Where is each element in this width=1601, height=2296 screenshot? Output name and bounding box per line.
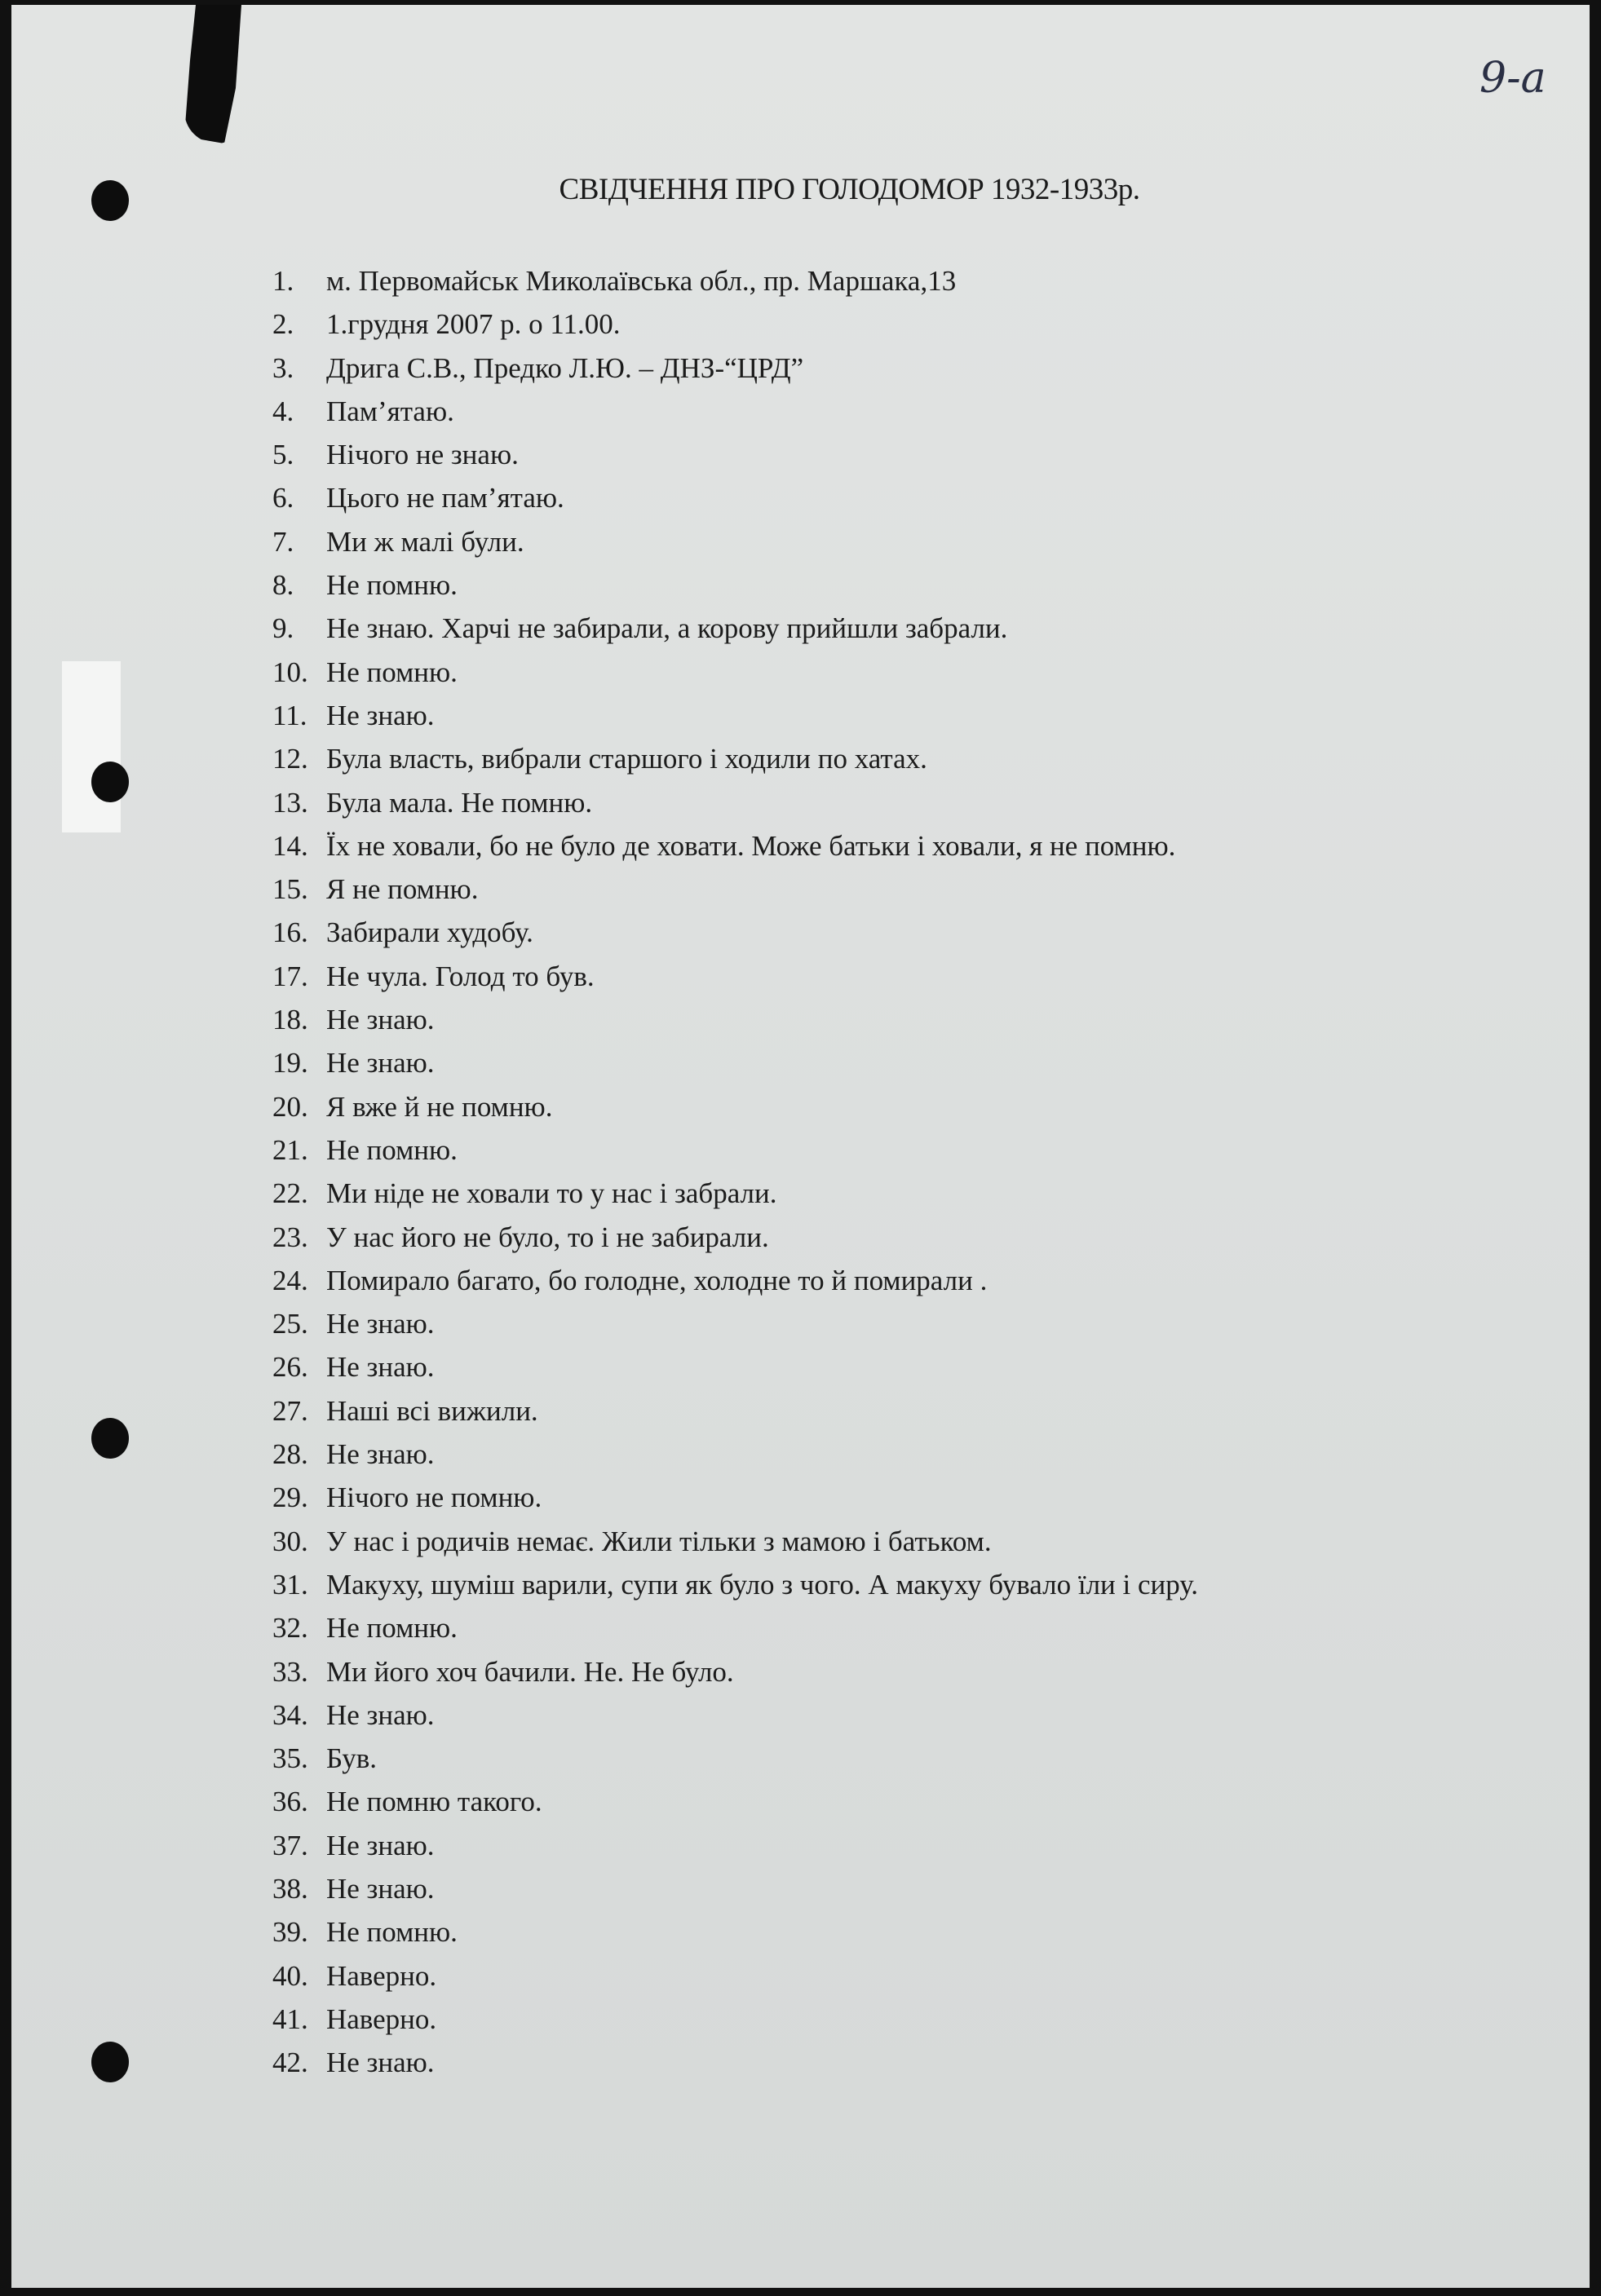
- item-number: 8.: [272, 569, 294, 602]
- item-text: Нічого не знаю.: [326, 439, 519, 471]
- list-item: [272, 476, 1496, 519]
- item-text: Не знаю.: [326, 699, 435, 731]
- item-text: Була мала. Не помню.: [326, 786, 593, 819]
- item-number: 2.: [272, 308, 294, 341]
- item-number: 42.: [272, 2047, 308, 2079]
- item-number: 40.: [272, 1959, 308, 1992]
- list-item: [272, 1259, 1496, 1302]
- list-item: [272, 1128, 1496, 1172]
- list-item: [272, 433, 1496, 476]
- item-text: Не знаю.: [326, 1872, 435, 1905]
- document-title: СВІДЧЕННЯ ПРО ГОЛОДОМОР 1932-1933р.: [559, 173, 1140, 206]
- list-item: [272, 1345, 1496, 1389]
- item-text: Цього не пам’ятаю.: [326, 482, 564, 514]
- list-item: [272, 390, 1496, 433]
- item-number: 33.: [272, 1655, 308, 1688]
- item-number: 17.: [272, 960, 308, 992]
- item-text: м. Первомайськ Миколаївська обл., пр. Маршака,13: [326, 265, 957, 297]
- item-number: 36.: [272, 1786, 308, 1818]
- list-item: [272, 1910, 1496, 1954]
- item-text: Забирали худобу.: [326, 916, 533, 949]
- list-item: [272, 1085, 1496, 1128]
- item-text: Наверно.: [326, 1959, 437, 1992]
- list-item: [272, 1824, 1496, 1867]
- list-item: [272, 824, 1496, 868]
- item-text: Не знаю.: [326, 1308, 435, 1340]
- list-item: [272, 911, 1496, 954]
- testimony-list: [272, 259, 1496, 2084]
- item-number: 31.: [272, 1568, 308, 1601]
- item-number: 7.: [272, 525, 294, 558]
- item-text: Не помню.: [326, 1916, 458, 1949]
- list-item: [272, 694, 1496, 737]
- item-text: Помирало багато, бо голодне, холодне то й помирали .: [326, 1264, 988, 1296]
- list-item: [272, 259, 1496, 302]
- item-number: 35.: [272, 1742, 308, 1775]
- item-number: 39.: [272, 1916, 308, 1949]
- item-text: Не знаю.: [326, 1698, 435, 1731]
- list-item: [272, 998, 1496, 1041]
- item-text: Не знаю.: [326, 1829, 435, 1861]
- list-item: [272, 302, 1496, 346]
- list-item: [272, 1780, 1496, 1823]
- list-item: [272, 1302, 1496, 1345]
- item-text: Не помню.: [326, 569, 458, 602]
- item-text: Ми ніде не ховали то у нас і забрали.: [326, 1177, 777, 1210]
- item-text: У нас його не було, то і не забирали.: [326, 1221, 769, 1253]
- item-number: 10.: [272, 656, 308, 688]
- list-item: [272, 1041, 1496, 1084]
- item-number: 19.: [272, 1047, 308, 1080]
- item-text: Не знаю.: [326, 1004, 435, 1036]
- item-text: Я не помню.: [326, 873, 479, 906]
- item-text: Не знаю.: [326, 2047, 435, 2079]
- item-text: Макуху, шуміш варили, супи як було з чого. А макуху бувало їли і сиру.: [326, 1568, 1199, 1601]
- list-item: [272, 2041, 1496, 2084]
- item-number: 24.: [272, 1264, 308, 1296]
- item-text: Не знаю. Харчі не забирали, а корову прийшли забрали.: [326, 612, 1008, 645]
- item-number: 38.: [272, 1872, 308, 1905]
- item-text: Ми ж малі були.: [326, 525, 524, 558]
- list-item: [272, 651, 1496, 694]
- list-item: [272, 1954, 1496, 1998]
- item-text: Не помню.: [326, 1612, 458, 1645]
- list-item: [272, 955, 1496, 998]
- list-item: [272, 737, 1496, 780]
- list-item: [272, 520, 1496, 563]
- item-text: Була власть, вибрали старшого і ходили по хатах.: [326, 743, 927, 775]
- item-text: Їх не ховали, бо не було де ховати. Може батьки і ховали, я не помню.: [326, 829, 1176, 862]
- item-number: 34.: [272, 1698, 308, 1731]
- item-number: 30.: [272, 1525, 308, 1557]
- item-text: Був.: [326, 1742, 378, 1775]
- item-text: Пам’ятаю.: [326, 395, 454, 427]
- list-item: [272, 1563, 1496, 1606]
- punch-hole: [91, 1418, 129, 1459]
- handwritten-page-number: 9-а: [1479, 54, 1546, 103]
- item-number: 12.: [272, 743, 308, 775]
- punch-hole: [91, 2042, 129, 2082]
- item-number: 29.: [272, 1481, 308, 1514]
- item-number: 3.: [272, 351, 294, 384]
- item-number: 21.: [272, 1133, 308, 1166]
- list-item: [272, 1520, 1496, 1563]
- item-number: 6.: [272, 482, 294, 514]
- list-item: [272, 1606, 1496, 1649]
- item-number: 20.: [272, 1090, 308, 1123]
- item-number: 11.: [272, 699, 307, 731]
- list-item: [272, 1867, 1496, 1910]
- list-item: [272, 1650, 1496, 1693]
- list-item: [272, 1389, 1496, 1433]
- item-text: Дрига С.В., Предко Л.Ю. – ДНЗ-“ЦРД”: [326, 351, 804, 384]
- list-item: [272, 563, 1496, 607]
- item-text: Не помню.: [326, 656, 458, 688]
- item-number: 1.: [272, 265, 294, 297]
- item-number: 23.: [272, 1221, 308, 1253]
- list-item: [272, 347, 1496, 390]
- punch-hole: [91, 762, 129, 802]
- item-number: 4.: [272, 395, 294, 427]
- item-number: 37.: [272, 1829, 308, 1861]
- item-text: Ми його хоч бачили. Не. Не було.: [326, 1655, 734, 1688]
- item-text: Не знаю.: [326, 1047, 435, 1080]
- item-text: У нас і родичів немає. Жили тільки з мамою і батьком.: [326, 1525, 992, 1557]
- item-number: 13.: [272, 786, 308, 819]
- item-number: 28.: [272, 1438, 308, 1471]
- item-text: Не помню.: [326, 1133, 458, 1166]
- paper-patch: [62, 661, 121, 832]
- item-number: 25.: [272, 1308, 308, 1340]
- list-item: [272, 1476, 1496, 1519]
- item-number: 15.: [272, 873, 308, 906]
- item-text: Не знаю.: [326, 1438, 435, 1471]
- item-number: 32.: [272, 1612, 308, 1645]
- document-page: [11, 5, 1590, 2288]
- item-text: Наші всі вижили.: [326, 1394, 538, 1427]
- item-text: 1.грудня 2007 р. о 11.00.: [326, 308, 621, 341]
- list-item: [272, 868, 1496, 911]
- list-item: [272, 1693, 1496, 1737]
- item-number: 9.: [272, 612, 294, 645]
- item-text: Я вже й не помню.: [326, 1090, 553, 1123]
- item-number: 16.: [272, 916, 308, 949]
- torn-edge-mark: [184, 5, 241, 144]
- item-number: 41.: [272, 2002, 308, 2035]
- item-text: Не чула. Голод то був.: [326, 960, 595, 992]
- list-item: [272, 1172, 1496, 1215]
- item-text: Нічого не помню.: [326, 1481, 542, 1514]
- item-number: 18.: [272, 1004, 308, 1036]
- list-item: [272, 1433, 1496, 1476]
- list-item: [272, 1216, 1496, 1259]
- item-text: Не знаю.: [326, 1351, 435, 1384]
- item-number: 14.: [272, 829, 308, 862]
- list-item: [272, 1737, 1496, 1780]
- list-item: [272, 781, 1496, 824]
- item-text: Не помню такого.: [326, 1786, 542, 1818]
- list-item: [272, 1998, 1496, 2041]
- item-number: 27.: [272, 1394, 308, 1427]
- item-number: 5.: [272, 439, 294, 471]
- item-text: Наверно.: [326, 2002, 437, 2035]
- item-number: 26.: [272, 1351, 308, 1384]
- list-item: [272, 607, 1496, 650]
- item-number: 22.: [272, 1177, 308, 1210]
